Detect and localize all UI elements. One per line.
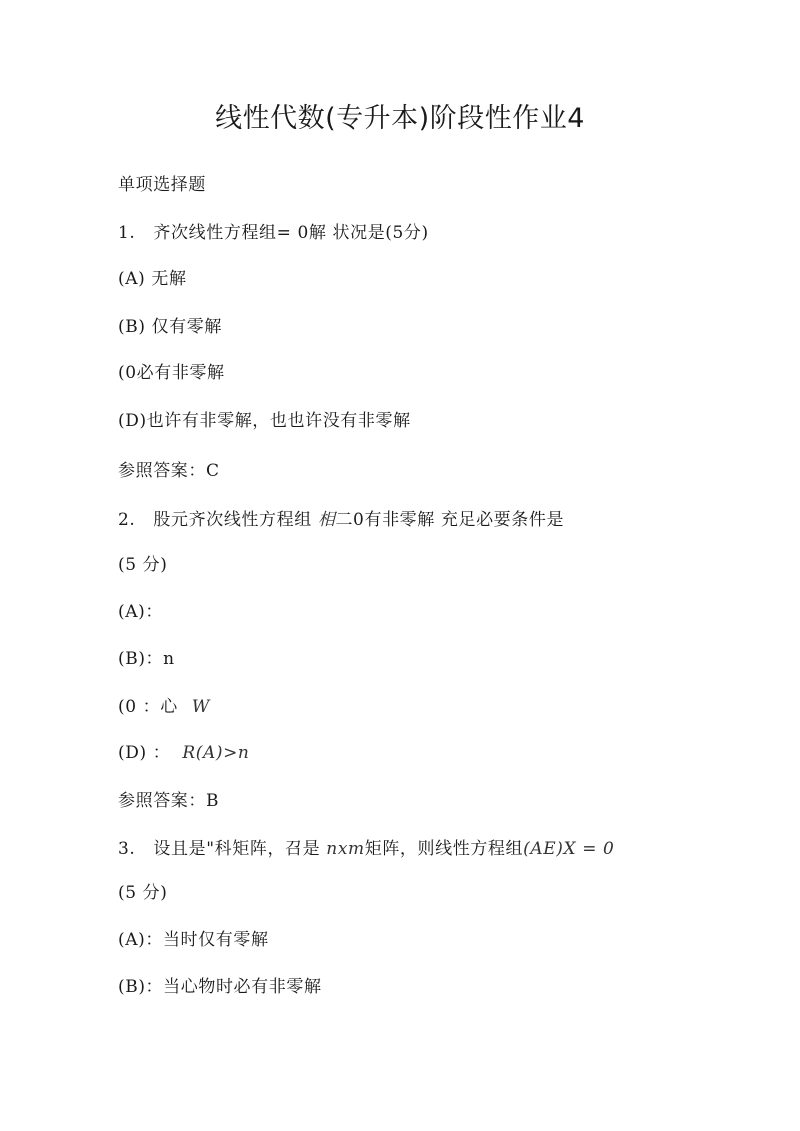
question-3: [118, 834, 614, 859]
question-2-option-d: [118, 738, 249, 763]
question-number: 1.: [118, 223, 136, 243]
question-2-answer: 参照答案：B: [118, 791, 220, 811]
option-formula: R(A)>n: [182, 743, 250, 763]
question-stem-formula: (AE)X = 0: [523, 839, 615, 859]
question-3-option-a: (A)：当时仅有零解: [118, 930, 269, 950]
question-stem-formula: 相: [317, 510, 336, 530]
question-1-answer: 参照答案：C: [118, 461, 220, 481]
question-1-option-b: (B) 仅有零解: [118, 317, 222, 337]
section-label: 单项选择题: [118, 175, 206, 195]
option-label: (0 ：心: [118, 697, 178, 717]
question-2-option-c: [118, 692, 210, 717]
question-1-option-d: (D)也许有非零解，也也许没有非零解: [118, 411, 411, 431]
question-stem-middle: 矩阵，则线性方程组: [364, 839, 524, 859]
question-1: [118, 218, 429, 243]
option-label: (B)：n: [118, 649, 175, 669]
option-label: (A)：: [118, 602, 163, 622]
question-stem-suffix: 二0有非零解 充足必要条件是: [335, 510, 565, 530]
question-2-option-a: [118, 597, 163, 622]
question-1-option-a: (A) 无解: [118, 269, 187, 289]
question-1-option-c: (0必有非零解: [118, 363, 225, 383]
question-2-score: (5 分): [118, 555, 168, 575]
option-formula: W: [191, 697, 210, 717]
question-3-score: (5 分): [118, 883, 168, 903]
question-2: [118, 505, 564, 530]
question-stem-formula: nxm: [326, 839, 365, 859]
question-3-option-b: (B)：当心物时必有非零解: [118, 977, 322, 997]
question-stem-prefix: 股元齐次线性方程组: [153, 510, 312, 530]
question-stem: 齐次线性方程组= 0解 状况是(5分): [153, 223, 429, 243]
question-number: 2.: [118, 510, 136, 530]
question-2-option-b: [118, 644, 175, 669]
question-number: 3.: [118, 839, 136, 859]
page-title: 线性代数(专升本)阶段性作业4: [215, 103, 585, 134]
option-label: (D) ：: [118, 743, 171, 763]
question-stem-prefix: 设且是"科矩阵，召是: [153, 839, 321, 859]
